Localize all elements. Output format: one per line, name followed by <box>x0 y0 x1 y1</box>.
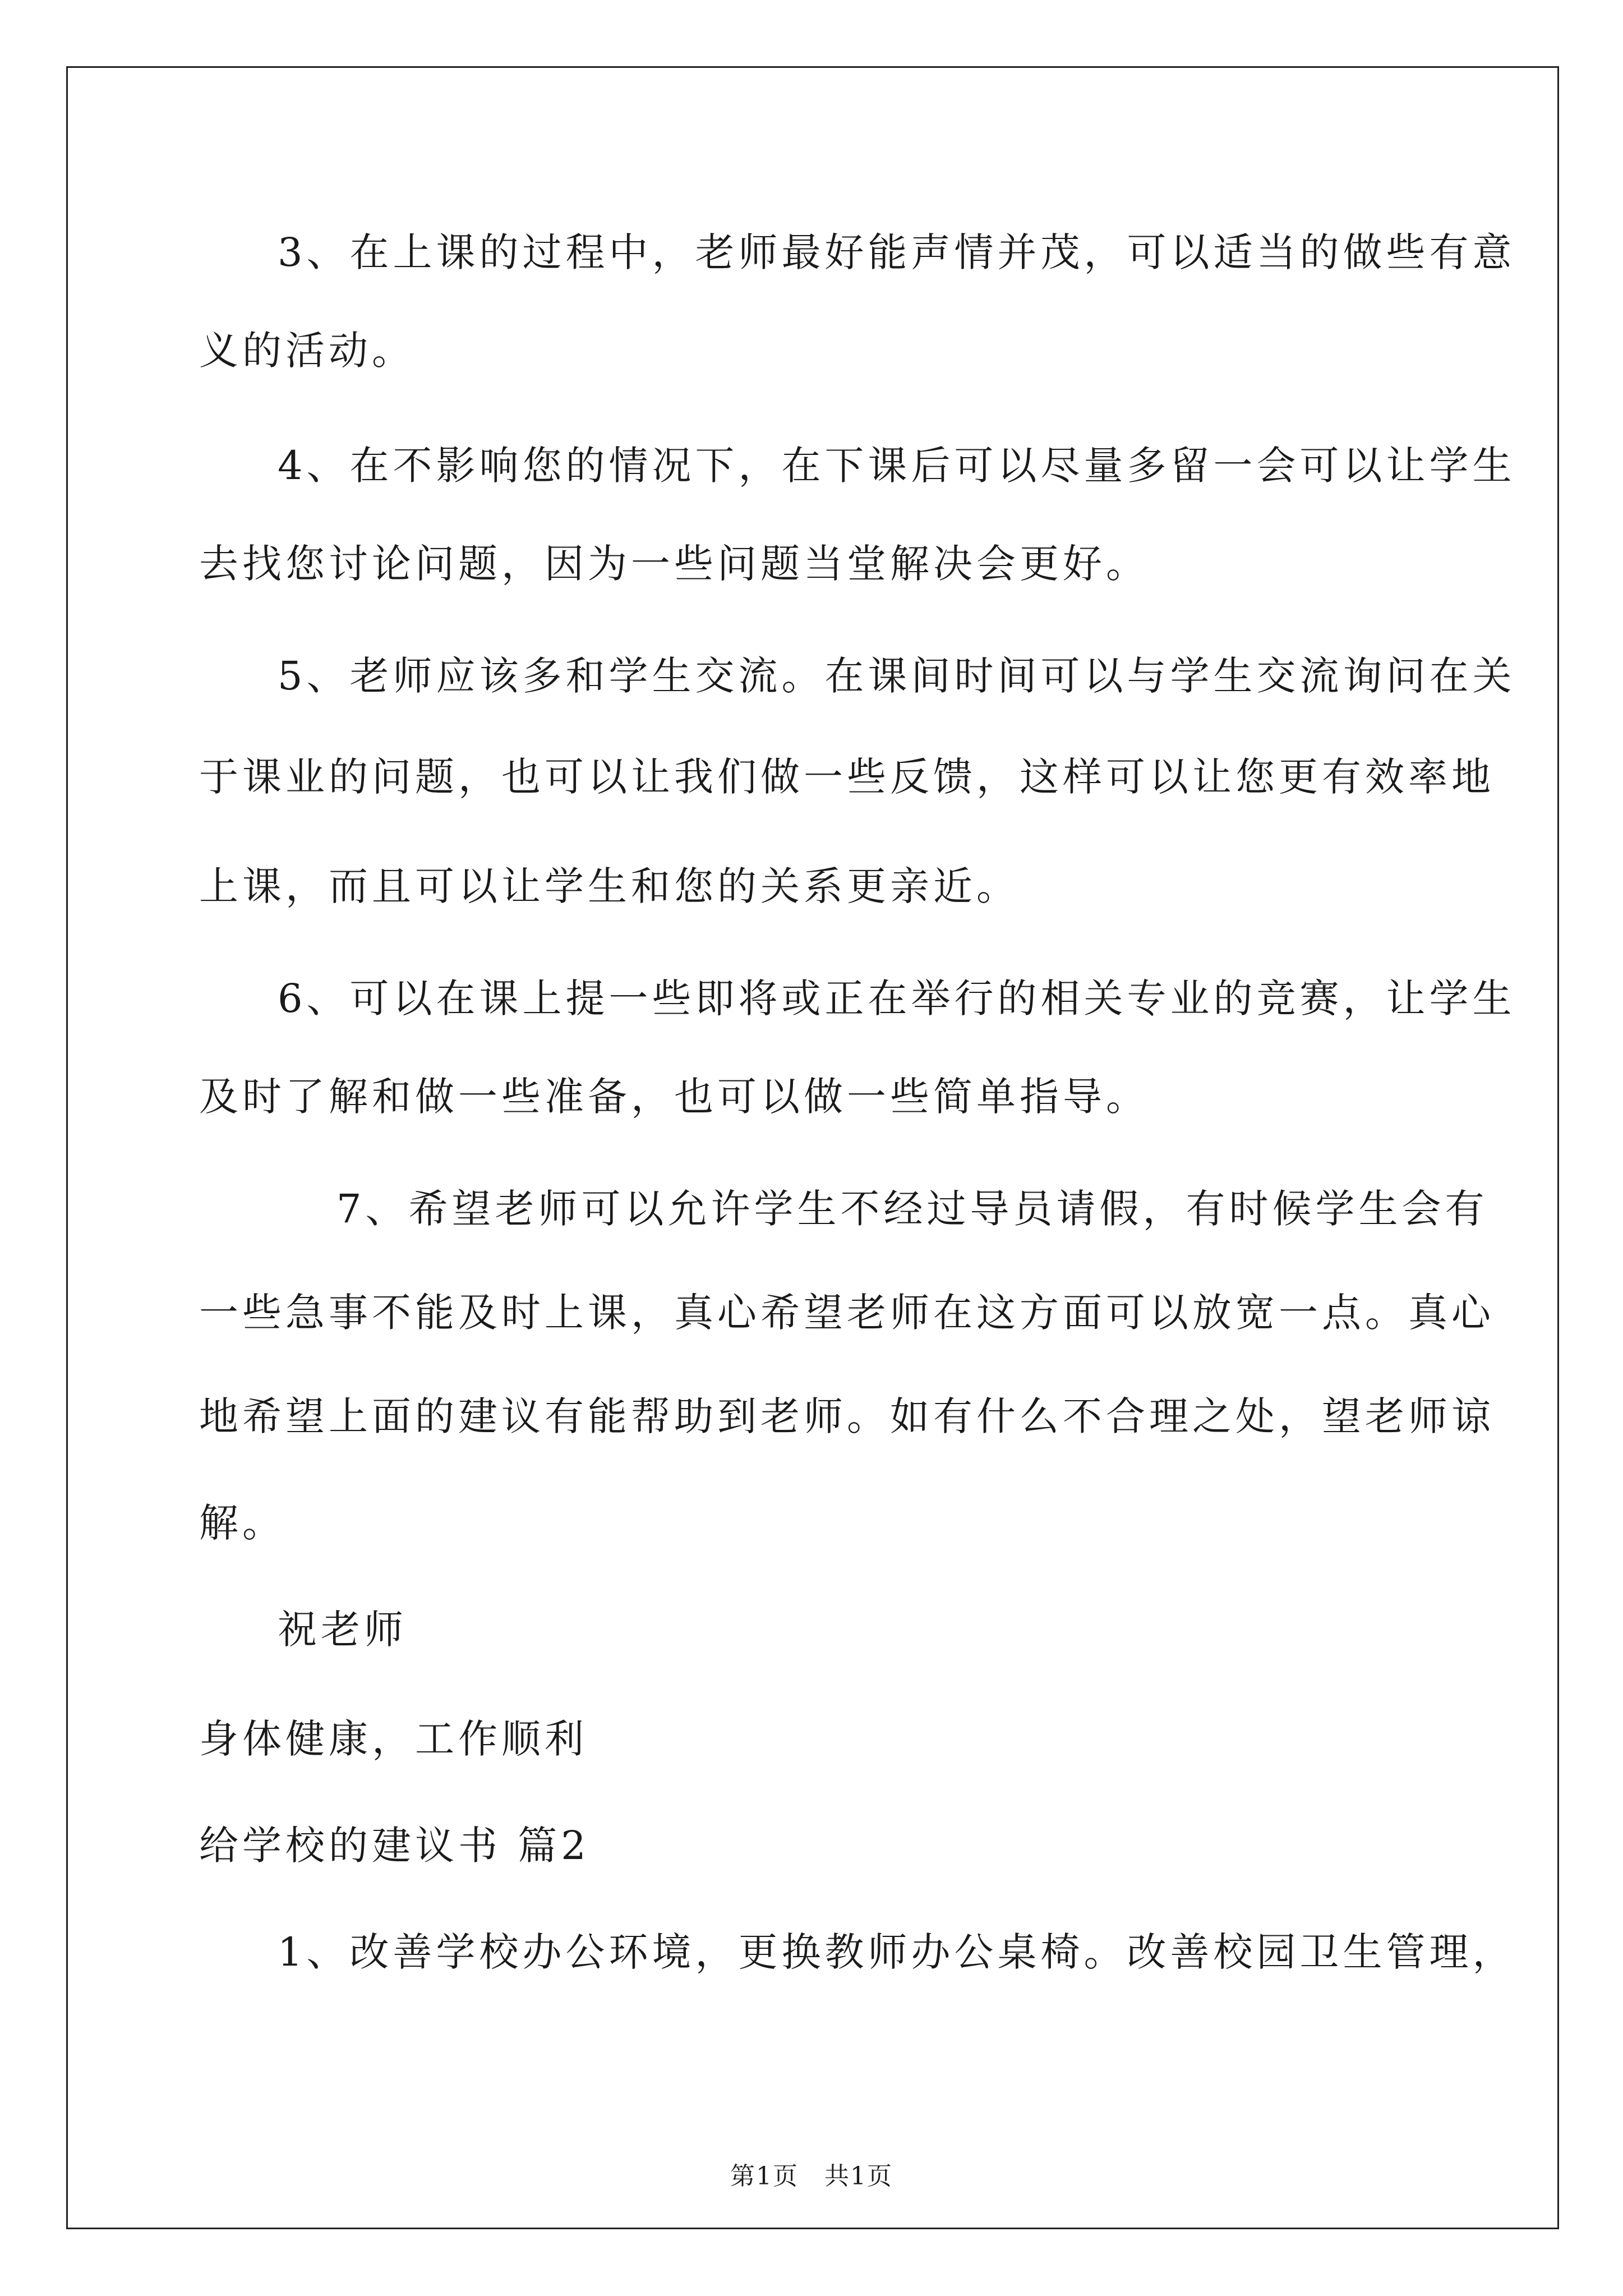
text-line: 1、改善学校办公环境，更换教师办公桌椅。改善校园卫生管理， <box>278 1929 1516 1975</box>
section-heading: 给学校的建议书 篇2 <box>199 1823 590 1869</box>
text-line: 去找您讨论问题，因为一些问题当堂解决会更好。 <box>199 541 1149 587</box>
page-footer: 第1页 共1页 <box>730 2162 893 2191</box>
text-line: 一些急事不能及时上课，真心希望老师在这方面可以放宽一点。真心 <box>199 1290 1495 1336</box>
text-line: 义的活动。 <box>199 328 415 374</box>
text-line: 地希望上面的建议有能帮助到老师。如有什么不合理之处，望老师谅 <box>199 1393 1495 1439</box>
text-line: 6、可以在课上提一些即将或正在举行的相关专业的竞赛，让学生 <box>278 976 1516 1022</box>
text-line: 及时了解和做一些准备，也可以做一些简单指导。 <box>199 1074 1149 1120</box>
text-line: 解。 <box>199 1500 285 1546</box>
text-line: 祝老师 <box>278 1607 407 1653</box>
text-line: 于课业的问题，也可以让我们做一些反馈，这样可以让您更有效率地 <box>199 754 1495 800</box>
page-border <box>66 66 1559 2229</box>
text-line: 7、希望老师可以允许学生不经过导员请假，有时候学生会有 <box>336 1186 1488 1232</box>
text-line: 身体健康，工作顺利 <box>199 1716 588 1762</box>
text-line: 5、老师应该多和学生交流。在课间时间可以与学生交流询问在关 <box>278 653 1516 699</box>
text-line: 3、在上课的过程中，老师最好能声情并茂，可以适当的做些有意 <box>278 229 1516 275</box>
text-line: 4、在不影响您的情况下，在下课后可以尽量多留一会可以让学生 <box>278 443 1516 489</box>
text-line: 上课，而且可以让学生和您的关系更亲近。 <box>199 863 1020 909</box>
